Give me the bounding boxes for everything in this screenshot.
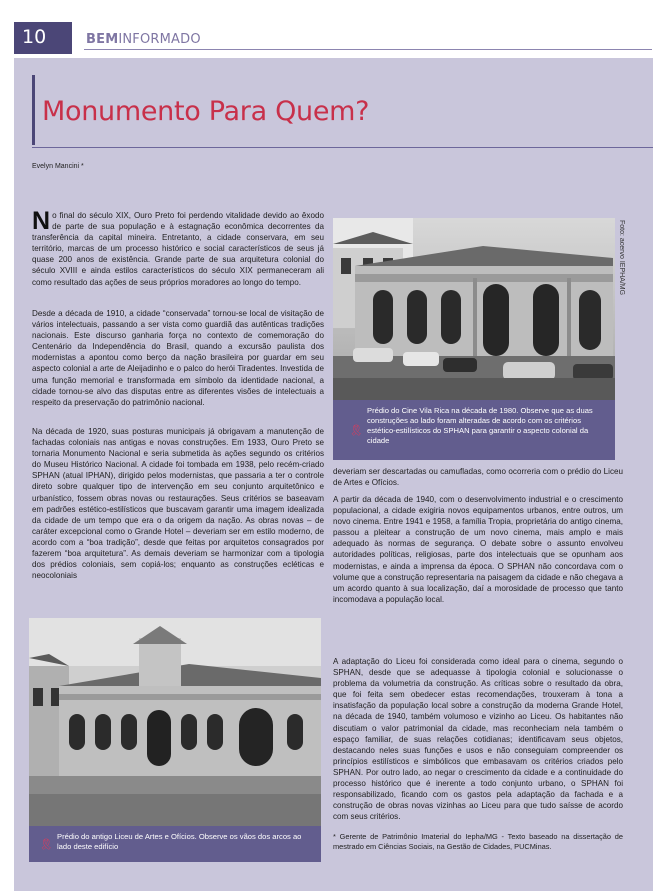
logo-bold: BEM: [86, 32, 119, 47]
caption-box-1: [333, 400, 615, 460]
right-paragraph-3: A adaptação do Liceu foi considerada como ideal para o cinema, segundo o SPHAN, desde que se adequasse à tipologia colonial e solucionasse o problema da volumetria da construção. As críticas sobre o resultado da obra, que foi feita sem obedecer estas recomendações, trouxeram à tona a insatisfação da população local sobre a construção da moderna Grande Hotel, na década de 1940, também volumoso e vizinho ao Liceu. Os habitantes não discutiam o valor patrimonial da cidade, mas reconheciam nela também o espaço familiar, de suas relações cotidianas; identificavam seus objetos, destacando neles suas funções e usos e não conseguiam compreender os princípios estilísticos e simbólicos que embasavam os critérios criados pelo SPHAN. Por outro lado, ao negar o crescimento da cidade e a continuidade do processo histórico que é inerente a todo conjunto urbano, o SPHAN foi responsabilizado, ficando com os gastos pela adaptação da fachada e a construção de obras novas vizinhas ao Liceu para que tudo saísse de acordo com seus critérios.: [333, 657, 623, 822]
left-paragraph-2: Desde a década de 1910, a cidade “conservada” tornou-se local de visitação de vários intelectuais, passando a ser vista como guardiã das autênticas tradições nacionais. Este discurso ganharia força no contexto de comemoração do Centenário da Independência do Brasil, quando a excursão paulista dos modernistas a apontou como berço da nação brasileira por guardar em seu aspecto colonial a arte de Aleijadinho e o palco do herói Tiradentes. Investida de uma função memorial e transformada em símbolo da identidade nacional, a cidade tornou-se alvo das disputas entre as diferentes visões de intelectuais a respeito da preservação do patrimônio nacional.: [32, 309, 324, 407]
photo-cine-vila-rica-illustration: [333, 218, 615, 400]
photo-cine-vila-rica: [333, 218, 615, 400]
article-author: Evelyn Mancini *: [32, 163, 84, 170]
drop-cap: N: [32, 207, 51, 235]
ribbon-icon: 🎗: [39, 839, 53, 851]
header-rule: [84, 49, 652, 50]
left-paragraph-3: Na década de 1920, suas posturas municipais já obrigavam a manutenção de fachadas coloniais nas antigas e novas construções. Em 1933, Ouro Preto se tornaria Monumento Nacional e seria submetida às ações segundo os critérios do Museu Histórico Nacional. A cidade foi tombada em 1938, pelo recém-criado SPHAN (atual IPHAN), dirigido pelos modernistas, que passaria a ter o controle direto sobre qualquer tipo de intervenção em seu conjunto arquitetônico e urbanístico, fossem obras novas ou restaurações. Seus critérios se baseavam em padrões estético-estilísticos que buscavam garantir uma imagem idealizada da cidade de um tempo que era o da origem da nação. As obras novas – de caráter excepcional como o Grande Hotel – deveriam ser em estilo moderno, de acordo com a “boa tradição”, desde que feitas por arquitetos consagrados por fazerem “boa arquitetura”. As demais deveriam se harmonizar com a tipologia dos prédios coloniais, sem copiá-los; enquanto as construções ecléticas e neocoloniais: [32, 427, 324, 581]
title-rule: [32, 147, 653, 148]
article-title: Monumento Para Quem?: [42, 96, 370, 127]
magazine-logo: [86, 32, 201, 47]
caption-1-text: Prédio do Cine Vila Rica na década de 1980. Observe que as duas construções ao lado foram alteradas de acordo com os critérios estético-estilísticos do SPHAN para garantir o aspecto colonial da cidade: [367, 406, 593, 445]
photo-liceu-illustration: [29, 618, 321, 826]
footnote: * Gerente de Patrimônio Imaterial do Iepha/MG - Texto baseado na dissertação de mestrado em Ciências Sociais, na Gestão de Cidades, PUCMinas.: [333, 832, 623, 851]
caption-box-2: [29, 826, 321, 862]
left-paragraph-1: [32, 207, 324, 288]
page-number: 10: [22, 26, 47, 48]
ribbon-icon: 🎗: [349, 425, 363, 437]
right-paragraph-2: A partir da década de 1940, com o desenvolvimento industrial e o crescimento populacional, a cidade exigiria novos equipamentos urbanos, entre outros, um novo cinema. Entre 1941 e 1958, a família Tropia, proprietária do antigo cinema, passou a pleitear a construção de um novo cinema, mais amplo e mais adequado às normas de segurança. O debate sobre o assunto envolveu autoridades políticas, religiosas, parte dos intelectuais que se opunham aos modernistas, e ainda a imprensa da época. O SPHAN não concordava com o volume que a construção representaria na paisagem da cidade e não chegava a um acordo quanto à sua localização, daí a morosidade de processo que tanto incomodava a população local.: [333, 495, 623, 604]
left-paragraph-1-text: o final do século XIX, Ouro Preto foi perdendo vitalidade devido ao êxodo de parte de sua população e à estagnação econômica decorrentes da transferência da capital mineira. Entretanto, a cidade conservara, em seu território, marcas de um processo histórico e social característicos de seus já quase 200 anos de existência. Grande parte de sua arquitetura colonial do século XVIII e ainda estilos característicos do século XIX permaneceram ali como resultado das ações de seus próprios moradores ao longo do tempo.: [32, 211, 324, 287]
title-accent-bar: [32, 75, 35, 145]
caption-2-text: Prédio do antigo Liceu de Artes e Ofícios. Observe os vãos dos arcos ao lado deste edifício: [57, 832, 302, 851]
photo-credit: Foto: acervo IEPHA/MG: [618, 220, 625, 296]
photo-liceu: [29, 618, 321, 826]
right-paragraph-1: deveriam ser descartadas ou camufladas, como ocorreria com o prédio do Liceu de Artes e Ofícios.: [333, 467, 623, 488]
logo-rest: INFORMADO: [118, 32, 201, 47]
